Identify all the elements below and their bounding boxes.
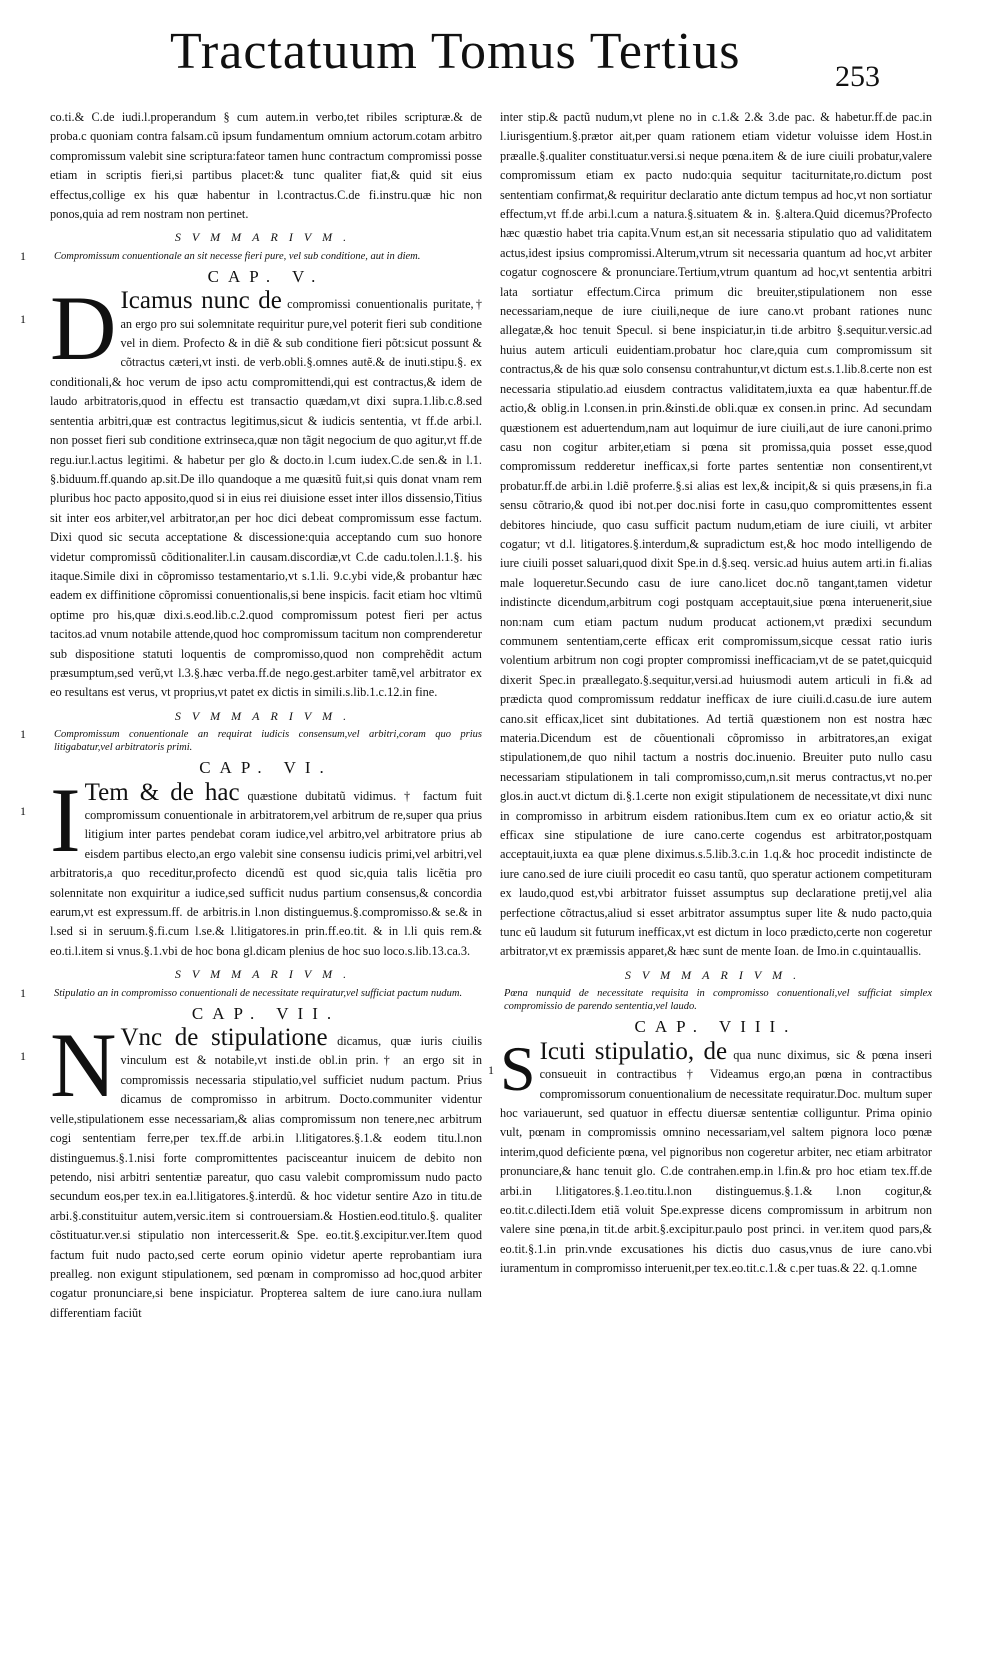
chapter-body [20,1014,482,1323]
summary-note [20,727,482,754]
drop-initial: S [500,1032,536,1104]
drop-initial: I [50,768,81,871]
summarium-heading: SVMMARIVM. [174,708,358,723]
summarium-heading: SVMMARIVM. [174,967,358,982]
summary-text: Compromissum conuentionale an sit necesse fieri pure, vel sub conditione, aut in diem. [54,250,421,262]
paragraph-intro: co.ti.& C.de iudi.l.properandum § cum autem.in verbo,tet ribiles scripturæ.& de proba.c quoniam contra falsam.cũ ipsum fundamentum omnium actorum.cotam arbitro compromissum valebit sine scriptura:fateor tamen hunc contractum compromissi posse etiam in scriptis fieri,si partibus placet:& tunc qualiter fiat,& quid sit eius effectus,collige ex his quæ habentur in l.contractus.C.de fi.instru.quæ hic non ponos,quia ad rem nostram non pertinet. [50,110,482,222]
chapter-text: quæstione dubitatũ vidimus. † factum fuit compromissum conuentionale in arbitratorem,vel arbitrum de re,super qua prius litigium inter partes pendebat coram iudice,vel arbitro,vel arbitratore prius ab eisdem partibus electo,an ergo valebit sine consensu iudicis primi,vel arbitri,vel arbitratoris,a quo receditur,profecto dicendũ est quod sic,quia talis licẽtia pro solennitate non exquiritur a iudice,sed sufficit nudus partium consensus,& concordia earum,vt est expressum.ff. de arbitris.in l.non distinguemus.§.compromisso.& se.& in l.sed si in seruum.§.fi.cum l.se.& l.litigatores.in prin.ff.eo.tit. & in l.li quis rem.& eo.ti.l.item si vnus.§.1.vbi de hoc bona gl.dicam plenius de hoc suo loco.s.lib.13.ca.3. [50,788,482,958]
chapter-heading: CAP. VIII. [634,1017,798,1037]
summary-text: Compromissum conuentionale an requirat iudicis consensum,vel arbitri,coram quo prius litigabatur,vel arbitratoris primi. [54,729,482,754]
drop-initial: N [50,1014,117,1117]
left-column [20,108,482,1323]
chapter-heading: CAP. VI. [199,758,333,778]
chapter-text: dicamus, quæ iuris ciuilis vinculum est & notabile,vt insti.de obl.in prin.† an ergo sit in compromissis necessaria stipulatio,vel sufficiet nudum pactum. Prius dicamus de compromisso in arbitrum. Docto.communiter videntur velle,stipulationem esse necessariam,& alias compromissum non tenere,nec arbitrum cogi sententiam ferre,per tex.ff.de arbi.in l.litigatores.§.1.& eodem titu.l.non distinguemus.§.1.nisi forte compromittentes pacisceantur inuicem de debito non petendo, nisi arbitri sententiæ pareatur, quo casu valebit compromissum nudo pacto secundum eos,per tex.in ea.l.litigatores.§.interdũ. & hoc videtur sentire Azo in titu.de arbi.§.constituitur autem,versic.item si controuersiam.& Hostien.eod.titulo.§. qualiter cõstituatur.ver.si stipulatio non intercesserit.& Spe. eo.tit.§.excipitur.ver.Item quod factum fuit nudo pacto,sed certe eorum opinio videtur aperte reprobantiam iura prealleg. non exigunt stipulationem, sed pœnam in compromisso ad hoc,quod arbiter cogatur pronunciare,si bene inspiciatur. Propterea saltem de iure cano.iura nullam differentiam faciũt [50,1034,482,1320]
summarium-heading: SVMMARIVM. [624,967,808,982]
page-number: 253 [835,60,880,93]
chapter-incipit: Icamus nunc de [120,287,282,315]
margin-number: 1 [488,1062,494,1077]
right-column [488,108,932,1279]
chapter-body [488,1032,932,1279]
summary-text: Stipulatio an in compromisso conuentionali de necessitate requiratur,vel sufficiat pactum nudum. [54,987,463,999]
chapter-incipit: Vnc de stipulatione [120,1024,328,1052]
summarium-heading: SVMMARIVM. [174,230,358,245]
summary-note [20,985,482,1000]
chapter-heading: CAP. V. [207,266,325,286]
chapter-incipit: Icuti stipulatio, de [539,1037,728,1065]
page-header [0,22,1000,102]
chapter-heading: CAP. VII. [191,1003,341,1023]
margin-number: 1 [20,727,26,742]
paragraph-continuation: inter stip.& pactũ nudum,vt plene no in c.1.& 2.& 3.de pac. & habetur.ff.de pac.in l.iurisgentium.§.prætor ait,per quam rationem etiam videtur voluisse idem Host.in præalle.§.qualiter constituatur.versi.si neque pœna.item & de iure ciuili probatur,valere compromissum etiam ex pacto nudo:quia sequitur taciturnitate,ro.dictum post sententiam confirmat,& requiritur declaratio ante dictum tempus ad hoc,vt non sortiatur effectum,vt ff.de arbi.l.cum a natura.§.situatem & in. §.altera.Quid dicemus?Profecto hæc quæstio habet tria capita.Vnum est,an sit necessaria stipulatio quo ad validitatem actus,idest ipsius compromissi.Alterum,vtrum sit necessaria quantum ad hoc,vt arbiter cogatur cognoscere & pronunciare.Tertium,vtrum quantum ad hoc,vt sententia arbitri lata sortiatur effectum.Circa primum dic breuiter,stipulationem non esse necessariam,neque de iure ciuili,neque de iure cano.vt probant rationes nunc allegatæ,& hoc tenuit Specul. si bene inspiciatur,in ti.de arbitro §.sequitur.versic.ad huius autem articuli euidentiam.probatur hoc clare,quia cum compromissum sit contractus,& de his quæ solo consensu contrahuntur,vt dictum est.s.1.lib.8.certe non est necessaria stipulatio.ad eiusdem contractus validitatem,iuxta ea quæ habentur.ff.de actio,& oblig.in l.consen.in prin.&insti.de obli.quæ ex consen.in princ. Ad secundam quæstionem est aduertendum,nam aut loquimur de iure ciuili,aut de iure canoni.primo casu non cogitur arbiter,etiam si pœna sit promissa,quia posset esse,quod compromissum redderetur inefficax,si forte partes sententiæ non consentirent,vt probatur.ff.de arbi.in l.diẽ proferre.§.si alias est lex,& incipit,& si quis præsens,in fi.a sensu cõtrario,& quod ibi not.per doc.nisi forte in casu,quo compromittentes essent debitores hinciude, quo casu sufficit pactum nudum,etiam de iure ciuili, vt arbiter cogatur; vt d.l. litigatores.§.interdum,& supradictum est,& hoc modo intelligendo de iure ciuili posset saluari,quod dixit Spe.in d.§.seq. versic.ad huius autem arti.in fi.alias male loqueretur.Secundo casu de iure cano.licet doc.nõ tangant,tamen videtur indistincte dicendum,arbitrum cogi postquam acceptauit,siue pœna interuenerit,siue non:nam cum etiam pactum nudum producat actionem,vt prædixi secundum communem sententiam,certe efficax erit compromissum,sicque cessat ratio iuris volentium arbitrum non cogi propter compromissi inefficaciam,vt de se patet,quicquid dixerit Spec.in præallegato.§.sequitur,versi.ad huiusmodi autem articuli in fi.& ad prædicta quod compromissum reddatur inefficax de iure ciuili.d.casu.de iure autem cano.sit efficax,licet sint dubitationes. Ad tertiã quæstionem non est nostra hæc materia.Dicendum est de cõuentionali cõpromisso in arbitratores,an exigat stipulationem,de quo nihil tactum a nostris doc.inuenio. Breuiter puto nullo casu necessariam stipulationem in tali compromisso,cum,n.sit merus contractus,vt no.per glos.in auct.vt dictum di.§.1.certe non exigit stipulationem de necessitate,vt dixi nunc in compromisso in arbitrum eisdem rationibus.Item cum ex eo oriatur actio,& sit efficax sine stipulatione de iure cano.certe cogendus est arbitrator,postquam acceptauit,iuxta ea quæ plene diximus.s.5.lib.3.c.in 1.q.& hoc procedit indistincte de iure cano.sed de iure ciuili procedit eo casu tantũ, quo speratur actionem competituram ex laudo,quod est,vbi arbitrator fuisset assumptus sup declaratione pretij,vel alia perfectione cõtractus,aliud si esset arbitrator assumptus super lite & nudo pacto,quia tunc eũ laudum sit futurum inefficax,vt est dictum in loco prædicto,certe non cogeretur arbitrator,vt ex præmissis apparet,& hæc sunt de mente Ioan. de Imo.in c.quintauallis. [500,110,932,959]
chapter-incipit: Tem & de hac [84,778,240,806]
margin-number: 1 [20,248,26,263]
chapter-text: qua nunc diximus, sic & pœna inseri consueuit in contractibus † Videamus ergo,an pœna in contractibus compromissorum conuentionalium de necessitate requiratur.Doc. multum super hoc variauerunt, sed quatuor in effectu diuersæ sententiæ colliguntur. Prima opinio vult, pœnam in compromissis omnino necessariam,vel saltem pignora loco pœnæ interim,quod deficiente pœna, vel pignoribus non cogeretur arbiter, nec etiam arbitrator pronunciare,& hanc tenuit glo. C.de contrahen.emp.in l.fin.& pro hoc etiam tex.ff.de arbi.in l.litigatores.§.1.eo.titu.l.non distinguemus.§.1.& l.non cogitur,& eo.tit.c.dilecti.Idem etiã voluit Spe.expresse dicens compromissum in arbitrum non valere sine pœna,in tit.de arbit.§.excipitur.paulo post princi. in ver.item quod pars,& eo.tit.§.1.in prin.vnde excusationes his dictis duo casus,vnus de iure cano.vbi iuramentum in compromisso interuenit,per tex.eo.tit.c.1.& c.per tuas.& 22. q.1.omne [500,1047,932,1276]
margin-number: 1 [20,985,26,1000]
margin-number: 1 [20,312,26,327]
summary-note: Pœna nunquid de necessitate requisita in compromisso conuentionali,vel sufficiat simplex compromissio de parendo sententia,vel laudo. [504,988,932,1013]
margin-number: 1 [20,1049,26,1064]
drop-initial: D [50,277,117,380]
margin-number: 1 [20,803,26,818]
chapter-text: compromissi conuentionalis puritate,† an ergo pro sui solemnitate requiritur pure,vel poterit fieri sub conditione vel in diem. Profecto & in diẽ & sub conditione fieri põt:sicut possunt & cõtractus cæteri,vt insti. de verb.obli.§.omnes autẽ.& de inuti.stipu.§. ex conditionali,& hoc verum de ipso actu compromittendi,qui est contractus,& idem de laudo arbitratoris,quod in effectu est transactio quædam,vt dixi supra.1.lib.c.8.sed sententia arbitri,quæ est contractus legitimus,sicut & iudicis sententia, vt ff.de arbi.l. non posset fieri sub conditione extrinseca,quæ non tãgit negocium de quo agitur,vt ff.de regu.iur.l.actus legitimi. & habetur per glo & docto.in l.cum iudex.C.de sen.& in l.1. §.biduum.ff.quando ap.sit.De illo quandoque a me quæsitũ fuit,si quis donat vnam rem pluribus hoc pacto apposito,quod si in eius rei diuisione esset inter illos dissensio,Titius sit inter eos arbiter,vel arbitrator,an per hoc dici debeat compromissum esse factum. Dixi quod sic secuta acceptatione & discessione:quia acceptando cum suo honore videtur compromissũ cõditionaliter.l.in causam.discordiæ,vt C.de cadu.tolen.l.1.§. his itaque.Simile dixi in cõpromisso testamentario,vt s.1.li. 9.c.ybi vide,& probantur hæc eadem ex diffinitione cõpromissi conuentionalis,si bene inspicis. facit etiam hoc vltimũ optime pro his,quæ dixi.s.eod.lib.c.2.quod compromissum potest fieri per actus tacitos.ad vnum notabile attende,quod hoc compromissum tacitum non comprenderetur sub dispositione statuti loquentis de compromisso,quod non comprehẽdit actum præsumptum,sed verũ,vt l.3.§.hæc verba.ff.de nego.gest.arbiter tamẽ,vel arbitrator ex eo resultans est verus, vt proprius,vt patet ex dictis in simili.s.lib.1.c.12.in fine. [50,297,482,700]
chapter-body [20,277,482,703]
summary-note [20,248,482,263]
running-title: Tractatuum Tomus Tertius [170,23,741,80]
